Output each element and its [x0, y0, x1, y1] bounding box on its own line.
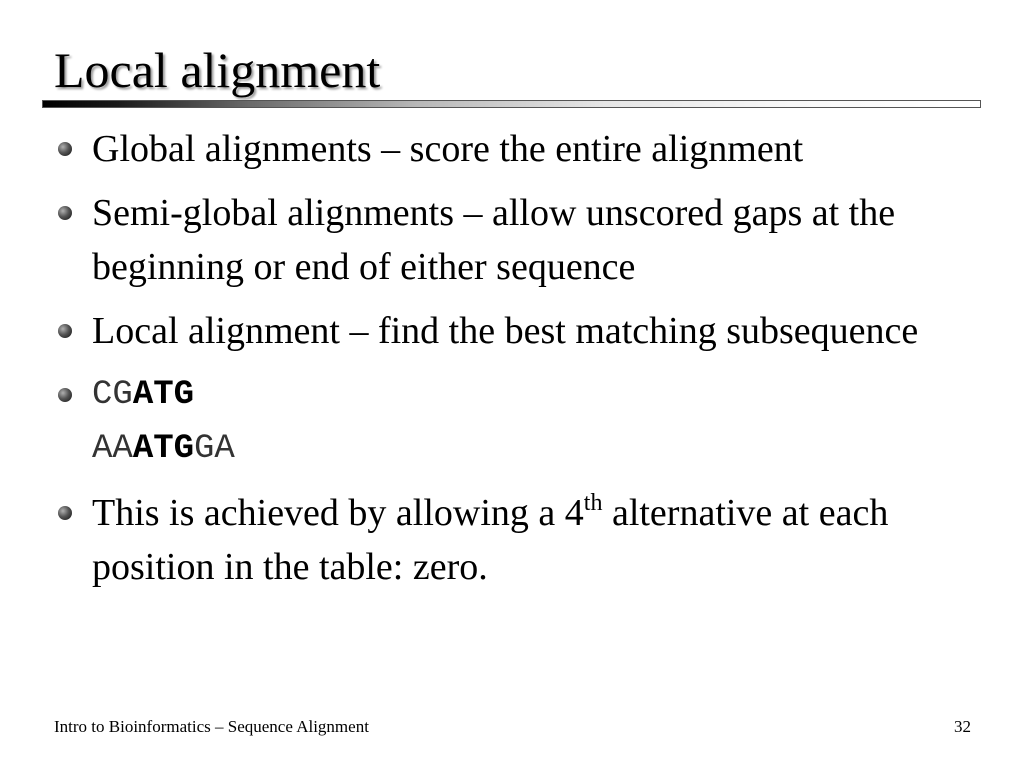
- bullet-icon: [58, 324, 72, 338]
- bullet-item: [54, 186, 974, 294]
- bullet-text: Semi-global alignments – allow unscored gaps at the beginning or end of either sequence: [92, 192, 896, 288]
- bullet-text: Local alignment – find the best matching subsequence: [92, 310, 919, 352]
- bullet-text: [92, 492, 888, 588]
- title-underline: [42, 100, 981, 108]
- footer-course-title: Intro to Bioinformatics – Sequence Alignment: [54, 717, 369, 736]
- bullet-item: [54, 122, 974, 176]
- bullet-item: [54, 486, 974, 594]
- sequence-1-prefix: CG: [92, 376, 133, 414]
- ordinal-superscript: th: [583, 490, 603, 516]
- bullet-list: [54, 122, 974, 604]
- sequence-pair: [92, 368, 974, 476]
- sequence-2-suffix: GA: [194, 430, 235, 468]
- bullet-text-after: alternative at each position in the table: zero.: [92, 492, 889, 588]
- bullet-text-before: This is achieved by allowing a 4: [92, 492, 584, 534]
- sequence-2-match: ATG: [132, 430, 195, 468]
- sequence-2: [92, 422, 974, 476]
- bullet-icon: [58, 506, 72, 520]
- sequence-2-prefix: AA: [92, 430, 133, 468]
- sequence-1-match: ATG: [132, 376, 195, 414]
- bullet-item: [54, 304, 974, 358]
- bullet-icon: [58, 206, 72, 220]
- sequence-1: [92, 368, 974, 422]
- bullet-icon: [58, 388, 72, 402]
- bullet-icon: [58, 142, 72, 156]
- bullet-item-sequences: [54, 368, 974, 476]
- bullet-text: Global alignments – score the entire alignment: [92, 128, 804, 170]
- slide-title: Local alignment: [54, 42, 381, 98]
- page-number: 32: [954, 717, 971, 736]
